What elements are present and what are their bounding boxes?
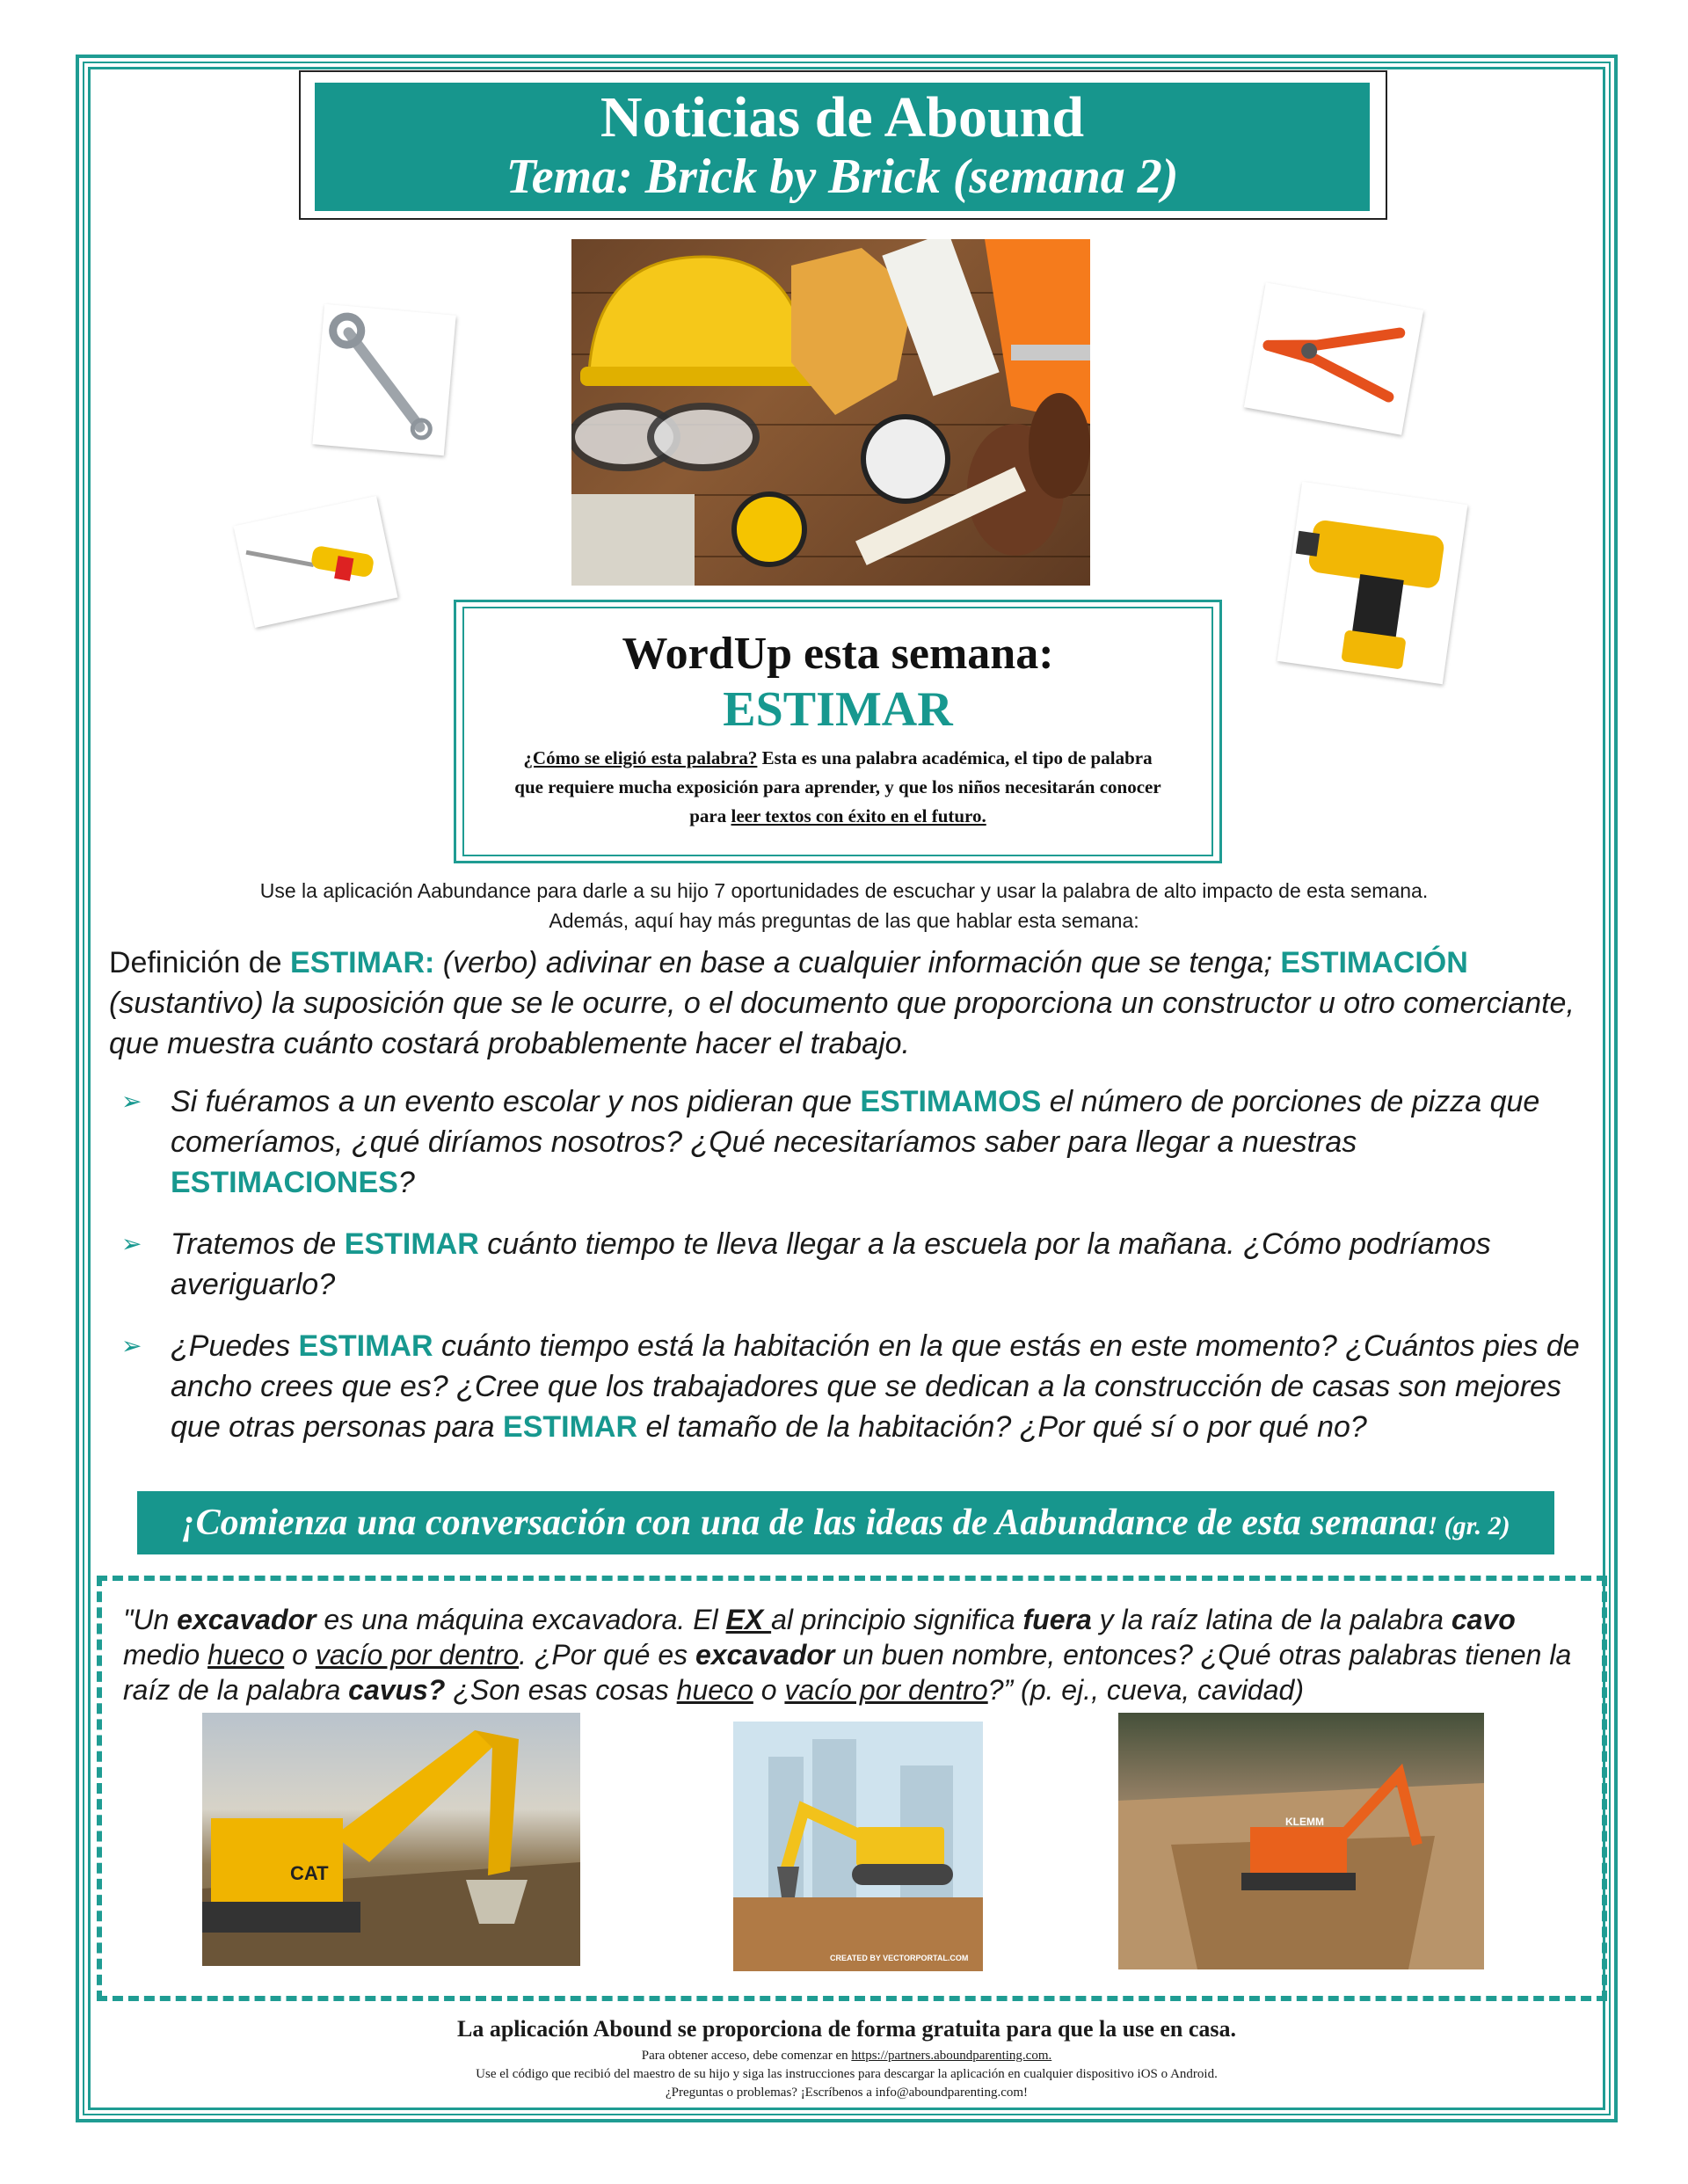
page-subtitle: Tema: Brick by Brick (semana 2) [506,149,1179,204]
pliers-icon [1244,282,1423,434]
intro-line-1: Use la aplicación Aabundance para darle a su hijo 7 oportunidades de escuchar y usar la palabra de alto impacto de esta semana. [259,879,1429,902]
wrench-icon [312,304,455,455]
definition-text-1: (verbo) adivinar en base a cualquier información que se tenga; [434,946,1281,979]
wordup-word: ESTIMAR [723,682,953,737]
excavator-photo-3 [1118,1713,1484,1969]
excavator-illustration [733,1722,983,1971]
page-title: Noticias de Abound [600,85,1085,149]
construction-tools-photo [571,239,1090,586]
title-banner [315,83,1370,211]
excavator-photo-1 [202,1713,580,1966]
arrow-bullet-icon: ➢ [121,1332,142,1359]
definition-word-2: ESTIMACIÓN [1280,946,1468,979]
footer-line-3: ¿Preguntas o problemas? ¡Escríbenos a info@aboundparenting.com! [665,2086,1029,2100]
definition-word: ESTIMAR: [290,946,435,979]
illustration-credit: CREATED BY VECTORPORTAL.COM [830,1954,969,1962]
arrow-bullet-icon: ➢ [121,1230,142,1257]
footer-line-2: Use el código que recibió del maestro de su hijo y siga las instrucciones para descargar la aplicación en cualquier dispositivo iOS o Android. [476,2067,1218,2081]
why-text: Esta es una palabra académica, el tipo de palabra que requiere mucha exposición para aprender, y que los niños necesitarán conocer para [514,747,1161,826]
conversation-quote: "Un excavador es una máquina excavadora. El EX al principio significa fuera y la raíz latina de la palabra cavo medio hueco o vacío por dentro. ¿Por qué es excavador un buen nombre, entonces? ¿Qué otras palabras tienen la raíz de la palabra cavus? ¿Son esas cosas hueco o vacío por dentro?” (p. ej., cueva, cavidad) [123,1604,1572,1706]
excavator-brand-label-3: KLEMM [1285,1816,1324,1828]
wrench-card [312,304,455,455]
list-item: ➢ Si fuéramos a un evento escolar y nos pidieran que ESTIMAMOS el número de porciones de pizza que comeríamos, ¿qué diríamos nosotros? ¿Qué necesitaríamos saber para llegar a nuestras ESTIMACIONES? [121,1081,1581,1203]
footer-title: La aplicación Abound se proporciona de forma gratuita para que la use en casa. [457,2016,1236,2042]
partners-link[interactable]: https://partners.aboundparenting.com. [851,2049,1052,2063]
why-link: leer textos con éxito en el futuro. [731,805,986,826]
conversation-suffix: ! (gr. 2) [1427,1511,1510,1540]
why-label: ¿Cómo se eligió esta palabra? [523,747,758,768]
arrow-bullet-icon: ➢ [121,1088,142,1115]
intro-line-2: Además, aquí hay más preguntas de las que hablar esta semana: [549,909,1139,932]
intro-text [176,876,1512,935]
excavator-brand-label: CAT [290,1862,329,1884]
definition-text-2: (sustantivo) la suposición que se le ocurre, o el documento que proporciona un constructor u otro comerciante, que muestra cuánto costará probablemente hacer el trabajo. [109,986,1575,1060]
pliers-card [1244,282,1423,434]
footer-details [88,2047,1605,2102]
wordup-title: WordUp esta semana: [622,629,1054,679]
drill-icon [1277,482,1468,684]
conversation-text: ¡Comienza una conversación con una de las ideas de Aabundance de esta semana [181,1503,1428,1543]
definition-prefix: Definición de [109,946,291,979]
list-item: ➢ Tratemos de ESTIMAR cuánto tiempo te lleva llegar a la escuela por la mañana. ¿Cómo podríamos averiguarlo? [121,1224,1581,1305]
wordup-panel [462,607,1213,856]
conversation-banner [137,1491,1554,1554]
question-list [121,1081,1581,1468]
footer-line-1: Para obtener acceso, debe comenzar en https://partners.aboundparenting.com. [641,2049,1052,2063]
definition [109,943,1586,1064]
list-item: ➢ ¿Puedes ESTIMAR cuánto tiempo está la habitación en la que estás en este momento? ¿Cuántos pies de ancho crees que es? ¿Cree que los trabajadores que se dedican a la construcción de casas son mejores que otras personas para ESTIMAR el tamaño de la habitación? ¿Por qué sí o por qué no? [121,1326,1581,1447]
drill-card [1277,482,1468,684]
wordup-description [464,744,1211,831]
